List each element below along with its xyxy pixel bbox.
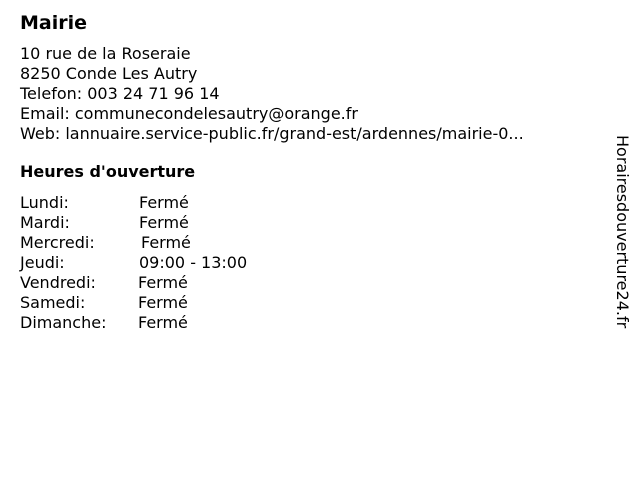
- hours-row-dimanche: [20, 313, 600, 333]
- email-address[interactable]: Email: communecondelesautry@orange.fr: [20, 104, 358, 123]
- day-hours: 09:00 - 13:00: [139, 253, 248, 272]
- address-city: 8250 Conde Les Autry: [20, 64, 198, 83]
- day-label: Dimanche:: [20, 313, 107, 332]
- opening-hours-list: [20, 193, 600, 333]
- hours-row-lundi: [20, 193, 600, 213]
- site-brand-watermark: Horairesdouverture24.fr: [613, 135, 632, 329]
- business-card: [20, 10, 600, 333]
- hours-row-jeudi: [20, 253, 600, 273]
- phone-number[interactable]: Telefon: 003 24 71 96 14: [20, 84, 220, 103]
- day-hours: Fermé: [139, 193, 189, 212]
- day-label: Vendredi:: [20, 273, 96, 292]
- day-label: Samedi:: [20, 293, 86, 312]
- day-label: Lundi:: [20, 193, 69, 212]
- day-label: Mercredi:: [20, 233, 95, 252]
- day-label: Mardi:: [20, 213, 70, 232]
- day-hours: Fermé: [138, 313, 188, 332]
- day-hours: Fermé: [138, 293, 188, 312]
- website-link[interactable]: Web: lannuaire.service-public.fr/grand-est/ardennes/mairie-0...: [20, 124, 524, 143]
- hours-row-vendredi: [20, 273, 600, 293]
- day-hours: Fermé: [139, 213, 189, 232]
- opening-hours-heading: Heures d'ouverture: [20, 162, 196, 181]
- day-label: Jeudi:: [20, 253, 65, 272]
- day-hours: Fermé: [141, 233, 191, 252]
- hours-row-mercredi: [20, 233, 600, 253]
- hours-row-mardi: [20, 213, 600, 233]
- hours-row-samedi: [20, 293, 600, 313]
- day-hours: Fermé: [138, 273, 188, 292]
- business-name: Mairie: [20, 12, 88, 34]
- address-street: 10 rue de la Roseraie: [20, 44, 191, 63]
